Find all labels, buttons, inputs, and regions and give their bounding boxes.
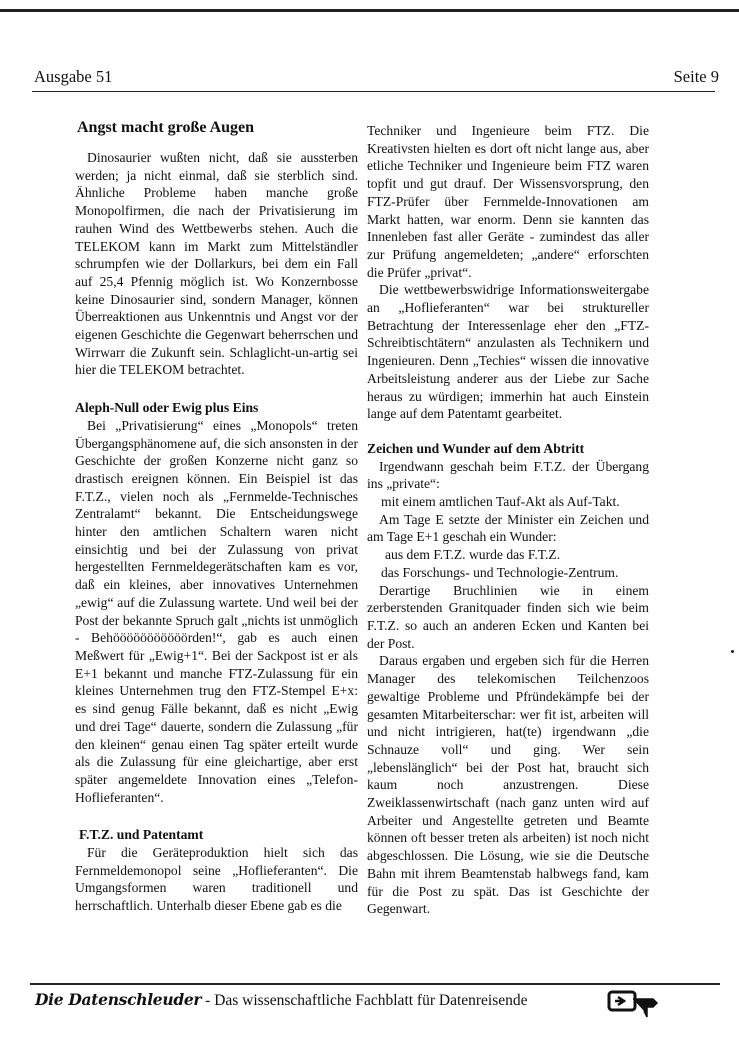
continued-paragraph: Techniker und Ingenieure beim FTZ. Die Kreativsten hielten es dort oft nicht lange aus, aber etliche Techniker und Ingenieure beim FTZ waren topfit und gut drauf. Der Wissensvorsprung, den FTZ-Prüfer über Fernmelde-Innovationen am Markt hatten, war enorm. Denn sie kannten das Innenleben fast aller Geräte - zumindest das aller zur Prüfung angemeldeten; „andere“ erforschten die Prüfer „privat“. — [367, 123, 649, 280]
left-column — [75, 118, 358, 915]
magazine-name: Die Datenschleuder — [35, 990, 202, 1009]
article-title: Angst macht große Augen — [77, 119, 255, 136]
issue-number: Ausgabe 51 — [34, 67, 113, 86]
teilchenzoo-paragraph: Daraus ergaben und ergeben sich für die Herren Manager des telekomischen Teilchenzoos gewaltige Probleme und Pfründekämpfe bei der gesamten Mitarbeiterschar: wer fit ist, arbeiten will und nicht intrigieren, hat(te) irgendwann „die Schnauze voll“ und ging. Wer sein „lebenslänglich“ bei der Post hat, braucht sich kaum noch anzustrengen. Diese Zweiklassenwirtschaft (nach ganz unten wird auf Arbeiter und Angestellte getreten und Beamte können oft besser treten als arbeiten) ist noch nicht abgeschlossen. Die Lösung, wie sie die Deutsche Bahn mit ihrem Beamtenstab halbwegs fand, kam für die Post zu spät. Das ist Geschichte der Gegenwart. — [367, 653, 649, 917]
abtritt-line-2: mit einem amtlichen Tauf-Akt als Auf-Takt. — [381, 494, 620, 510]
footer-tagline: - Das wissenschaftliche Fachblatt für Datenreisende — [201, 992, 528, 1009]
bruchlinien-paragraph: Derartige Bruchlinien wie in einem zerberstenden Granitquader finden sich wie beim F.T.Z. so auch an anderen Ecken und Kanten bei der Post. — [367, 582, 649, 651]
abtritt-line-5: das Forschungs- und Technologie-Zentrum. — [381, 564, 619, 580]
informationsweitergabe-paragraph: Die wettbewerbswidrige Informationsweitergabe an „Hoflieferanten“ war bei struktureller Betrachtung der Interessenlage eher den „FTZ-Schreibtischtätern“ anzulasten als Technikern und Ingenieuren. Denn „Techies“ wissen die innovative Arbeitsleistung anderer aus der Liebe zur Sache heraus zu würdigen; immerhin hat auch Einstein lange auf dem Patentamt gearbeitet. — [367, 282, 649, 422]
section-heading-patentamt: F.T.Z. und Patentamt — [79, 827, 204, 843]
section-heading-aleph: Aleph-Null oder Ewig plus Eins — [75, 400, 259, 416]
top-rule — [0, 9, 739, 12]
abtritt-line-4: aus dem F.T.Z. wurde das F.T.Z. — [385, 547, 561, 563]
ccc-chaos-logo-icon — [606, 988, 662, 1020]
aleph-paragraph: Bei „Privatisierung“ eines „Monopols“ treten Übergangsphänomene auf, die sich ansonsten in der Geschichte der großen Konzerne nicht ganz so drastisch ereignen können. Ein Beispiel ist das F.T.Z., vielen noch als „Fernmelde-Technisches Zentralamt“ bekannt. Die Entscheidungswege hinter den amtlichen Schaltern waren nicht einsichtig und bei der Zulassung von privat hergestellten Fernmeldegerätschaften kam es vor, daß ein kleines, aber innovatives Unternehmen „ewig“ auf die Zulassung wartete. Und weil bei der Post der bekannte Spruch galt „nichts ist unmöglich - Behööööööööööörden!“, gab es auch einen Meßwert für „Ewig+1“. Bei der Sackpost ist er als E+1 bekannt und manche FTZ-Zulassung für ein kleines Unternehmen trug den FTZ-Stempel E+x: es sind genug Fälle bekannt, daß es nicht „Ewig und drei Tage“ dauerte, sondern die Zulassung „für den kleinen“ genau einen Tag später erteilt wurde als die Zulassung für eine gleichartige, aber erst später angemeldete Innovation eines „Telefon-Hoflieferanten“. — [75, 417, 358, 805]
intro-paragraph: Dinosaurier wußten nicht, daß sie aussterben werden; ja nicht einmal, daß sie sterblich sind. Ähnliche Probleme haben manche große Monopolfirmen, die nach der Privatisierung im rauhen Wind des Wettbewerbs stehen. Auch die TELEKOM kann im Markt zum Mittelständler schrumpfen wie der Dollarkurs, bei dem ein Fall auf 25,4 Pfennig möglich ist. Wo Konzernbosse keine Dinosaurier sind, sondern Manager, können Überreaktionen aus Unkenntnis und Angst vor der eigenen Geschichte die Gegenwart beherrschen und Wirrwarr die Zukunft sein. Schlaglicht-un-artig sei hier die TELEKOM betrachtet. — [75, 150, 358, 378]
abtritt-line-1: Irgendwann geschah beim F.T.Z. der Übergang ins „private“: — [367, 458, 649, 492]
right-column — [367, 122, 649, 918]
abtritt-line-3: Am Tage E setzte der Minister ein Zeichen und am Tage E+1 geschah ein Wunder: — [367, 511, 649, 545]
page-number: Seite 9 — [673, 67, 719, 86]
patentamt-paragraph: Für die Geräteproduktion hielt sich das Fernmeldemonopol seine „Hoflieferanten“. Die Umgangsformen waren traditionell und herrschaftlich. Unterhalb dieser Ebene gab es die — [75, 845, 358, 914]
page-footer — [35, 990, 528, 1010]
section-heading-abtritt: Zeichen und Wunder auf dem Abtritt — [367, 440, 585, 456]
page-header — [34, 67, 719, 87]
header-rule — [32, 91, 715, 92]
scan-speck — [731, 650, 734, 653]
footer-rule — [30, 983, 720, 985]
